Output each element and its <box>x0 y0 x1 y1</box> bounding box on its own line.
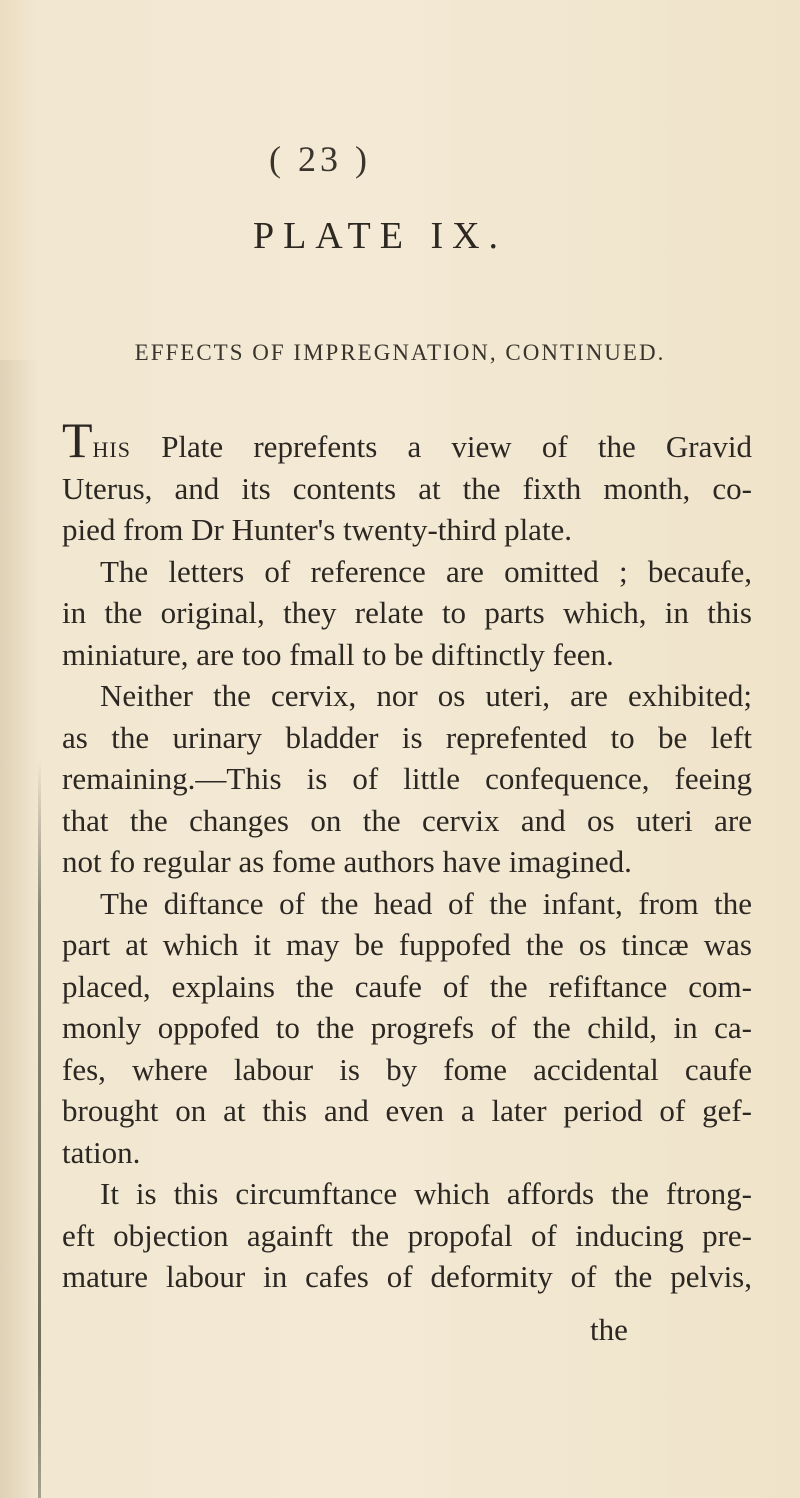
text-line: not fo regular as fome authors have imagined. <box>62 844 632 879</box>
text-line: miniature, are too fmall to be diftinctly feen. <box>62 636 614 672</box>
section-heading: EFFECTS OF IMPREGNATION, CONTINUED. <box>134 340 666 365</box>
page-number: ( 23 ) <box>269 139 371 179</box>
text-line: Neither the cervix, nor os uteri, are exhibited; <box>100 678 752 713</box>
plate-title: PLATE IX. <box>252 215 508 257</box>
text-line: in the original, they relate to parts which, in this <box>62 595 752 630</box>
text-line: pied from Dr Hunter's twenty-third plate. <box>62 512 573 547</box>
text-line: eft objection againft the propofal of inducing pre- <box>62 1217 752 1253</box>
text-line: The letters of reference are omitted ; becaufe, <box>100 553 752 589</box>
text-line: mature labour in cafes of deformity of the pelvis, <box>62 1259 752 1294</box>
text-line: placed, explains the caufe of the refiftance com- <box>62 968 752 1004</box>
gutter-shadow <box>0 360 40 1498</box>
text-line: part at which it may be fuppofed the os tincæ was <box>62 927 752 962</box>
text-line: tation. <box>62 1134 141 1170</box>
text-line: This Plate reprefents a view of the Gravid <box>62 412 752 468</box>
text-line: The diftance of the head of the infant, from the <box>100 885 752 921</box>
text-line: as the urinary bladder is reprefented to be left <box>62 719 752 755</box>
text-line: fes, where labour is by fome accidental caufe <box>62 1051 752 1087</box>
catchword: the <box>590 1312 628 1347</box>
text-line: Uterus, and its contents at the fixth month, co- <box>62 470 752 506</box>
binding-edge <box>38 760 41 1498</box>
text-line: remaining.—This is of little confequence, feeing <box>62 761 752 796</box>
text-line: monly oppofed to the progrefs of the child, in ca- <box>62 1010 752 1045</box>
first-word: his <box>92 429 131 464</box>
text-line: It is this circumftance which affords the ftrong- <box>100 1176 752 1211</box>
text-line: brought on at this and even a later period of gef- <box>62 1093 752 1128</box>
body-text <box>62 412 752 1298</box>
drop-cap: T <box>62 412 93 468</box>
text-line: that the changes on the cervix and os uteri are <box>62 802 752 838</box>
